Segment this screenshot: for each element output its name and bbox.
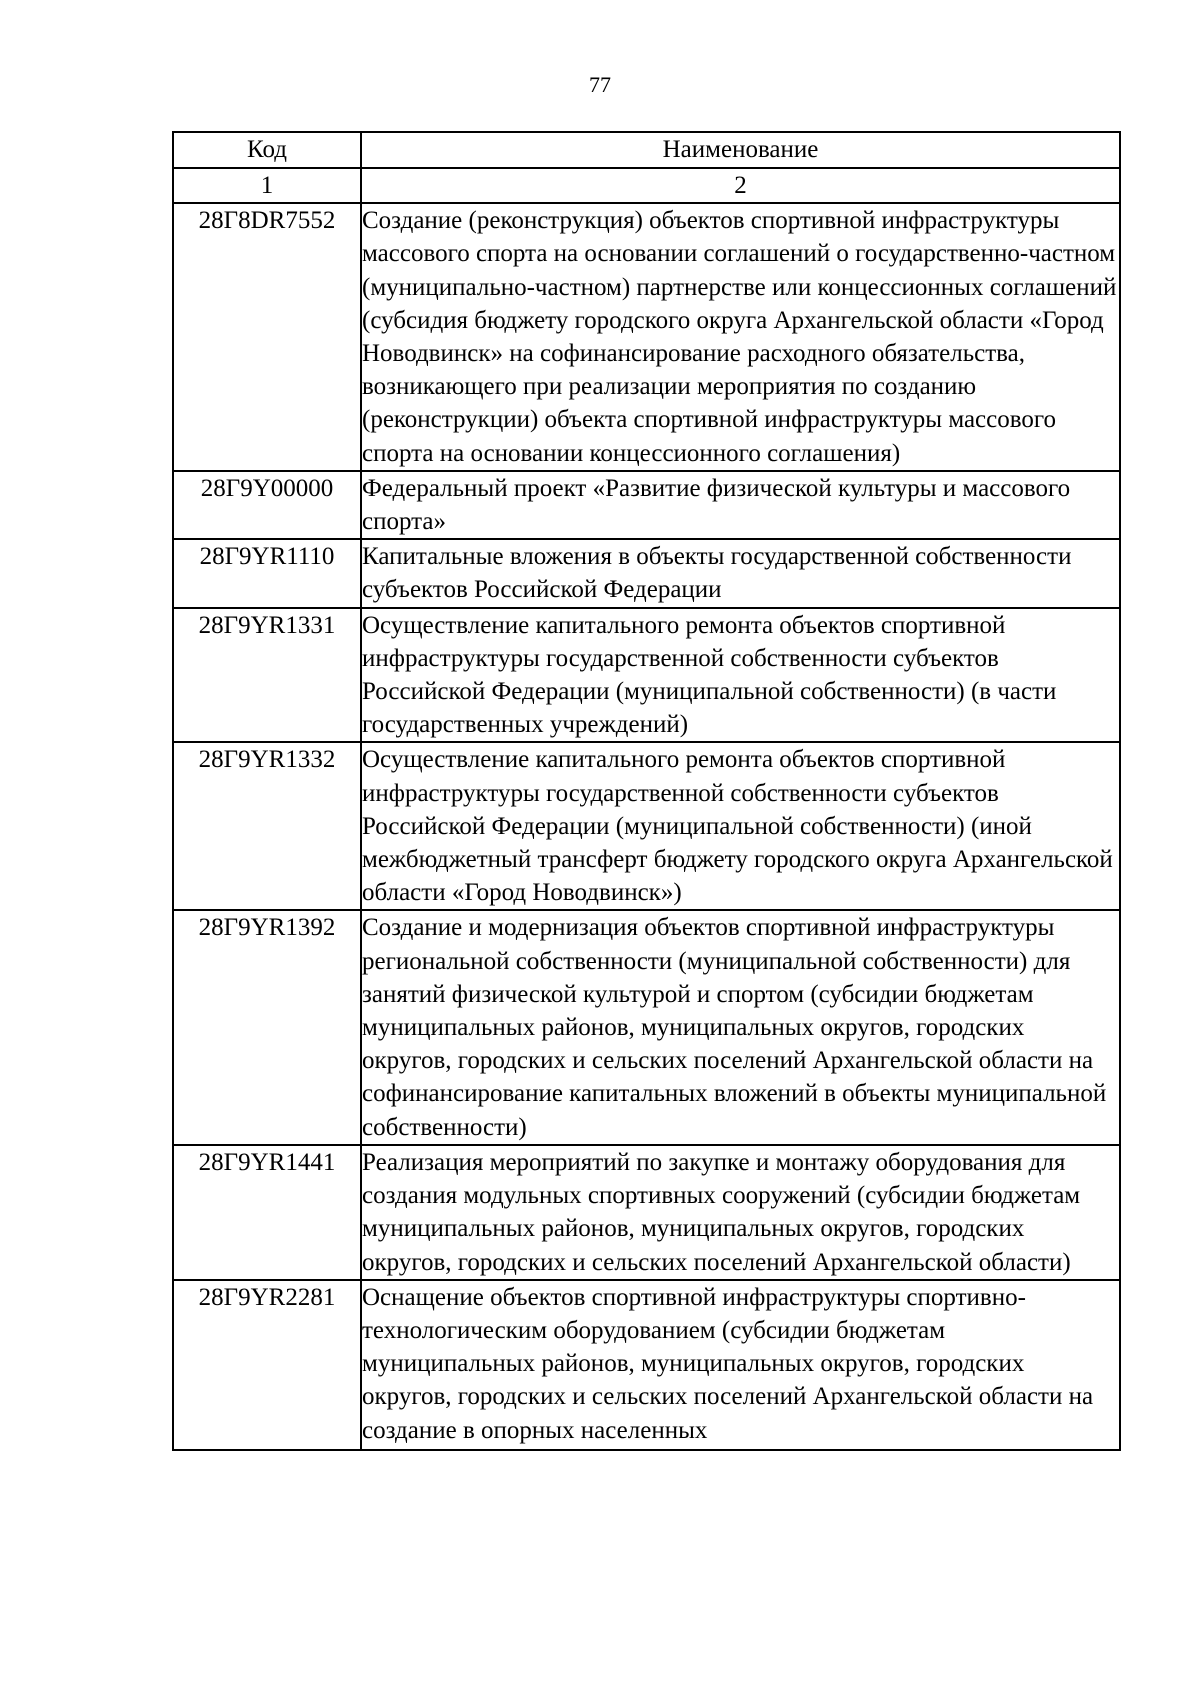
table-row [173,742,1120,910]
table-row [173,608,1120,743]
row-name: Федеральный проект «Развитие физической культуры и массового спорта» [361,471,1120,539]
column-header-name: Наименование [361,132,1120,168]
row-name: Осуществление капитального ремонта объектов спортивной инфраструктуры государственной собственности субъектов Российской Федерации (муниципальной собственности) (в части государственных учреждений) [361,608,1120,743]
column-header-code: Код [173,132,361,168]
row-name: Оснащение объектов спортивной инфраструктуры спортивно-технологическим оборудованием (субсидии бюджетам муниципальных районов, муниципальных округов, городских округов, городских и сельских поселений Архангельской области на создание в опорных населенных [361,1280,1120,1450]
budget-codes-table [172,131,1121,1451]
table-row [173,1280,1120,1450]
table-row [173,203,1120,471]
column-number-row [173,168,1120,203]
row-name: Создание и модернизация объектов спортивной инфраструктуры региональной собственности (муниципальной собственности) для занятий физической культурой и спортом (субсидии бюджетам муниципальных районов, муниципальных округов, городских округов, городских и сельских поселений Архангельской области на софинансирование капитальных вложений в объекты муниципальной собственности) [361,910,1120,1144]
table-header-row [173,132,1120,168]
page-number: 77 [589,72,611,97]
table-row [173,539,1120,607]
column-number-1: 1 [173,168,361,203]
column-number-2: 2 [361,168,1120,203]
row-code: 28Г8DR7552 [173,203,361,471]
row-name: Создание (реконструкция) объектов спортивной инфраструктуры массового спорта на основании соглашений о государственно-частном (муниципально-частном) партнерстве или концессионных соглашений (субсидия бюджету городского округа Архангельской области «Город Новодвинск» на софинансирование расходного обязательства, возникающего при реализации мероприятия по созданию (реконструкции) объекта спортивной инфраструктуры массового спорта на основании концессионного соглашения) [361,203,1120,471]
row-code: 28Г9YR1392 [173,910,361,1144]
row-code: 28Г9Y00000 [173,471,361,539]
row-name: Капитальные вложения в объекты государственной собственности субъектов Российской Федерации [361,539,1120,607]
table-row [173,910,1120,1144]
row-code: 28Г9YR1441 [173,1145,361,1280]
row-code: 28Г9YR2281 [173,1280,361,1450]
table-row [173,471,1120,539]
row-code: 28Г9YR1110 [173,539,361,607]
row-name: Реализация мероприятий по закупке и монтажу оборудования для создания модульных спортивных сооружений (субсидии бюджетам муниципальных районов, муниципальных округов, городских округов, городских и сельских поселений Архангельской области) [361,1145,1120,1280]
row-code: 28Г9YR1331 [173,608,361,743]
table-row [173,1145,1120,1280]
row-code: 28Г9YR1332 [173,742,361,910]
row-name: Осуществление капитального ремонта объектов спортивной инфраструктуры государственной собственности субъектов Российской Федерации (муниципальной собственности) (иной межбюджетный трансферт бюджету городского округа Архангельской области «Город Новодвинск») [361,742,1120,910]
